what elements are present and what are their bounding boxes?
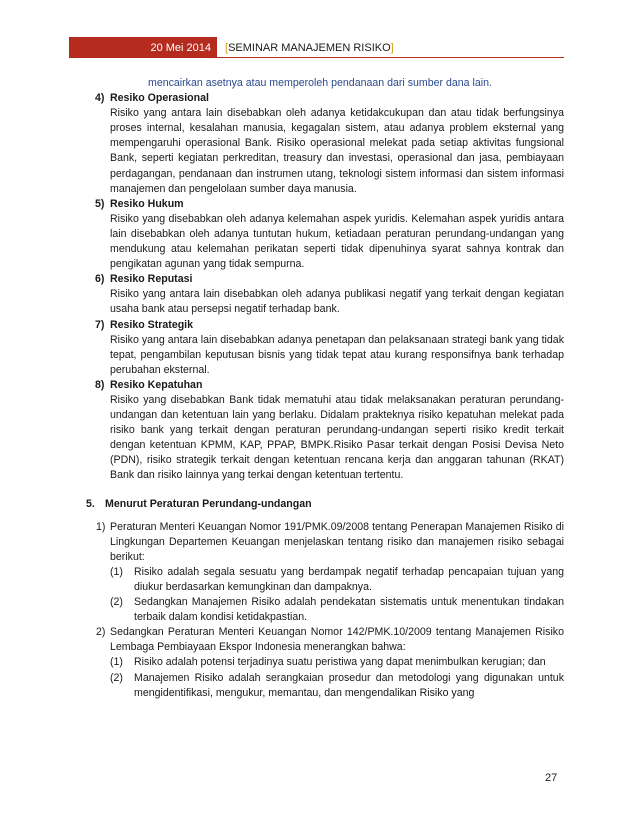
header-rule [69, 57, 564, 58]
header-title: SEMINAR MANAJEMEN RISIKO [228, 42, 391, 54]
definition-number: (1) [110, 565, 123, 578]
definition-item [110, 595, 564, 625]
definition-number: (1) [110, 656, 123, 669]
regulation-text: Peraturan Menteri Keuangan Nomor 191/PMK.09/2008 tentang Penerapan Manajemen Risiko di Lingkungan Departemen Keuangan menjelaskan tentang risiko dan manajemen risiko sebagai berikut: [110, 520, 564, 563]
risk-title: Resiko Hukum [110, 197, 184, 210]
risk-text: Risiko yang disebabkan Bank tidak mematuhi atau tidak melaksanakan peraturan perundang-undangan dan ketentuan lain yang berlaku. Didalam prakteknya risiko kepatuhan melekat pada risiko bank yang terkait dengan peraturan perundang-undangan seperti risiko kredit terkait dengan ketentuan KPMM, KAP, PPAP, BMPK.Risiko Pasar terkait dengan Posisi Devisa Neto (PDN), risiko strategik terkait dengan ketentuan rencana kerja dan anggaran tahunan (RKAT) Bank dan risiko lainnya yang terkai dengan ketentuan tertentu. [110, 393, 564, 482]
risk-title: Resiko Reputasi [110, 273, 193, 286]
continuation-line: mencairkan asetnya atau memperoleh pendanaan dari sumber dana lain. [148, 77, 492, 89]
risk-text: Risiko yang antara lain disebabkan oleh adanya ketidakcukupan dan atau tidak berfungsinya proses internal, kesalahan manusia, kegagalan sistem, atau adanya problem eksternal yang mempengaruhi operasional Bank. Risiko operasional melekat pada setiap aktivitas fungsional Bank, seperti kegiatan perkreditan, treasury dan investasi, operasional dan jasa, pembiayaan perdagangan, pendanaan dan instrumen utang, teknologi sistem informasi dan sistem informasi manajemen dan pengelolaan sumber daya manusia. [110, 107, 564, 195]
section-heading [86, 497, 564, 512]
definition-text: Manajemen Risiko adalah serangkaian prosedur dan metodologi yang digunakan untuk mengidentifikasi, mengukur, memantau, dan mengendalikan Risiko yang [134, 671, 564, 699]
risk-heading [95, 272, 564, 287]
risk-heading [95, 378, 564, 393]
risk-number: 6) [95, 273, 105, 286]
document-body [88, 76, 564, 701]
section-number: 5. [86, 497, 95, 510]
risk-title: Resiko Strategik [110, 318, 194, 331]
risk-number: 5) [95, 197, 105, 210]
section-title: Menurut Peraturan Perundang-undangan [105, 497, 312, 510]
header-bracket-open: [ [225, 42, 229, 54]
definition-item [110, 671, 564, 701]
risk-number: 7) [95, 318, 105, 331]
risk-text: Risiko yang disebabkan oleh adanya kelemahan aspek yuridis. Kelemahan aspek yuridis antara lain disebabkan oleh adanya tuntutan hukum, ketiadaan peraturan perundang-undangan yang mendukung atau kelemahan perikatan seperti tidak dipenuhinya syarat sahnya kontrak dan pengikatan agunan yang tidak sempurna. [110, 212, 564, 271]
risk-item-6 [95, 272, 564, 317]
regulation-number: 1) [96, 520, 106, 533]
header-title-wrap [217, 42, 394, 57]
regulation-text: Sedangkan Peraturan Menteri Keuangan Nomor 142/PMK.10/2009 tentang Manajemen Risiko Lembaga Pembiayaan Ekspor Indonesia menerangkan bahwa: [110, 626, 564, 654]
risk-item-7 [95, 318, 564, 378]
definition-text: Sedangkan Manajemen Risiko adalah pendekatan sistematis untuk menentukan tindakan terbaik dalam kondisi ketidakpastian. [134, 596, 564, 624]
risk-item-8 [95, 378, 564, 484]
risk-item-4 [95, 91, 564, 197]
regulation-item-2 [96, 625, 564, 700]
header-bracket-close: ] [390, 42, 394, 54]
risk-number: 8) [95, 378, 105, 391]
risk-item-5 [95, 197, 564, 272]
definition-item [110, 655, 564, 670]
regulation-number: 2) [96, 626, 106, 639]
risk-number: 4) [95, 92, 105, 105]
risk-heading [95, 91, 564, 106]
definition-text: Risiko adalah segala sesuatu yang berdampak negatif terhadap pencapaian tujuan yang diukur berdasarkan kemungkinan dan dampaknya. [134, 565, 564, 593]
definition-number: (2) [110, 596, 123, 609]
definition-item [110, 565, 564, 595]
header-date: 20 Mei 2014 [69, 37, 217, 57]
page-header [69, 37, 394, 57]
page-number: 27 [545, 772, 558, 784]
risk-text: Risiko yang antara lain disebabkan adanya penetapan dan pelaksanaan strategi bank yang tidak tepat, pengambilan keputusan bisnis yang tidak tepat atau kurang responsifnya bank terhadap perubahan eksternal. [110, 333, 564, 376]
regulation-item-1 [96, 520, 564, 626]
definition-text: Risiko adalah potensi terjadinya suatu peristiwa yang dapat menimbulkan kerugian; dan [134, 656, 546, 669]
risk-text: Risiko yang antara lain disebabkan oleh adanya publikasi negatif yang terkait dengan kegiatan usaha bank atau persepsi negatif terhadap bank. [110, 288, 564, 316]
definition-number: (2) [110, 671, 123, 684]
risk-heading [95, 318, 564, 333]
risk-title: Resiko Operasional [110, 92, 209, 105]
risk-title: Resiko Kepatuhan [110, 378, 203, 391]
risk-heading [95, 197, 564, 212]
